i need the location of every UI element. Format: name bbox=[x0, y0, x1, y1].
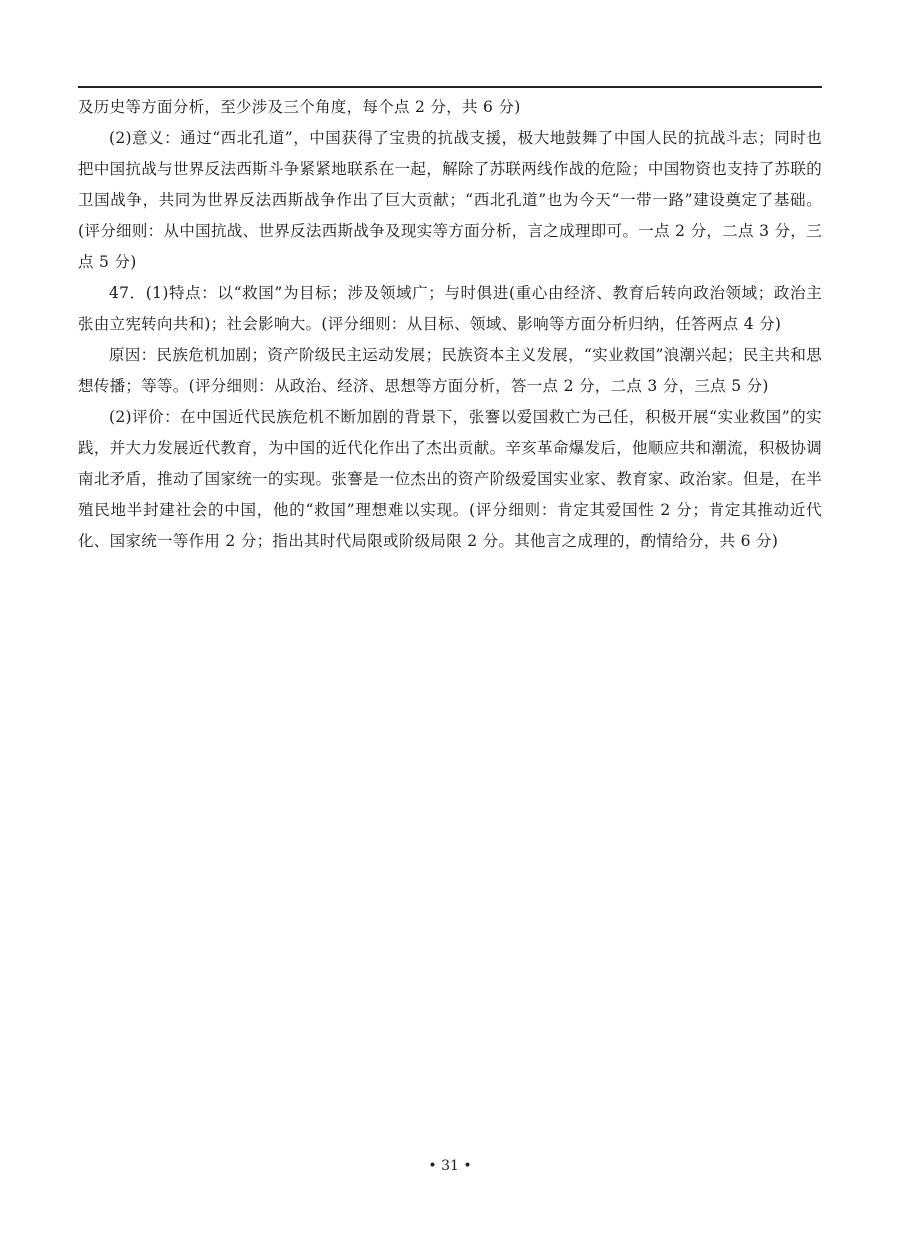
paragraph-continuation: 及历史等方面分析，至少涉及三个角度，每个点 2 分，共 6 分) bbox=[78, 98, 521, 116]
paragraph-significance: (2)意义：通过“西北孔道”，中国获得了宝贵的抗战支援，极大地鼓舞了中国人民的抗战斗志；同时也把中国抗战与世界反法西斯斗争紧紧地联系在一起，解除了苏联两线作战的危险；中国物资也支持了苏联的卫国战争，共同为世界反法西斯战争作出了巨大贡献；“西北孔道”也为今天“一带一路”建设奠定了基础。(评分细则：从中国抗战、世界反法西斯战争及现实等方面分析，言之成理即可。一点 2 分，二点 3 分，三点 5 分) bbox=[78, 129, 822, 271]
page-number: • 31 • bbox=[428, 1158, 472, 1174]
paragraph-q47-evaluation: (2)评价：在中国近代民族危机不断加剧的背景下，张謇以爱国救亡为己任，积极开展“实业救国”的实践，并大力发展近代教育，为中国的近代化作出了杰出贡献。辛亥革命爆发后，他顺应共和潮流，积极协调南北矛盾，推动了国家统一的实现。张謇是一位杰出的资产阶级爱国实业家、教育家、政治家。但是，在半殖民地半封建社会的中国，他的“救国”理想难以实现。(评分细则：肯定其爱国性 2 分；肯定其推动近代化、国家统一等作用 2 分；指出其时代局限或阶级局限 2 分。其他言之成理的，酌情给分，共 6 分) bbox=[78, 408, 822, 550]
paragraph-q47-features: 47．(1)特点：以“救国”为目标；涉及领域广；与时俱进(重心由经济、教育后转向政治领域；政治主张由立宪转向共和)；社会影响大。(评分细则：从目标、领域、影响等方面分析归纳，任答两点 4 分) bbox=[78, 284, 822, 333]
header-rule bbox=[78, 86, 822, 88]
answer-content bbox=[78, 92, 822, 557]
paragraph-q47-reasons: 原因：民族危机加剧；资产阶级民主运动发展；民族资本主义发展，“实业救国”浪潮兴起；民主共和思想传播；等等。(评分细则：从政治、经济、思想等方面分析，答一点 2 分，二点 3 分，三点 5 分) bbox=[78, 346, 822, 395]
